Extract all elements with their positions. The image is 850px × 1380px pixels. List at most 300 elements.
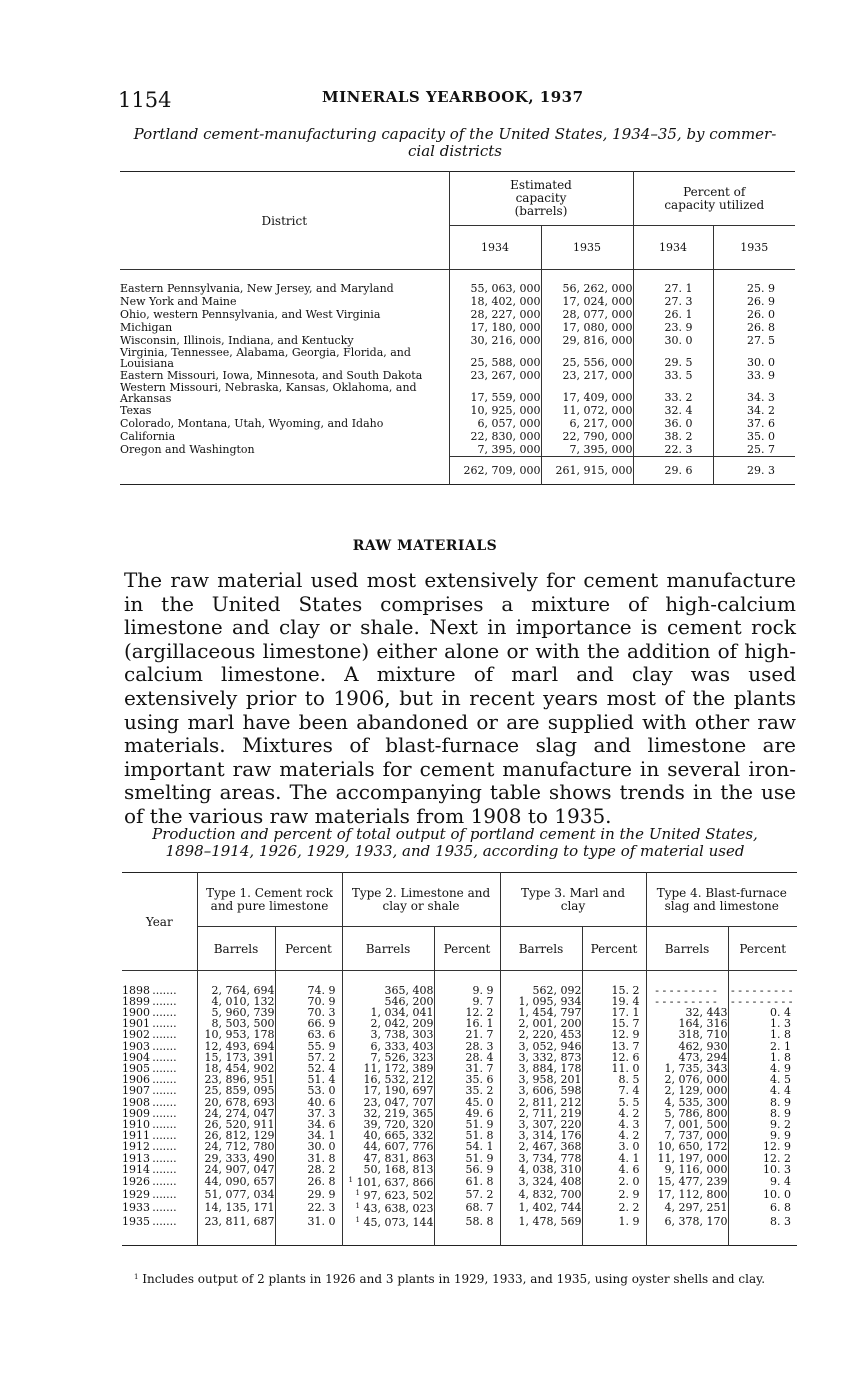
b2-value: 43, 638, 023 bbox=[363, 1202, 434, 1216]
p2-value: 12. 2 bbox=[465, 1005, 494, 1019]
p3-cell bbox=[582, 1164, 646, 1175]
b3-cell bbox=[500, 1175, 582, 1188]
pct1934-cell: 29. 5 bbox=[633, 347, 713, 369]
p3-value: 19. 4 bbox=[611, 994, 640, 1008]
b4-value: 7, 737, 000 bbox=[664, 1129, 728, 1143]
b2-value: 11, 172, 389 bbox=[363, 1061, 434, 1075]
col-barrels-header: Barrels bbox=[500, 927, 582, 971]
table2-caption bbox=[110, 826, 800, 860]
leader-dots: ....... bbox=[150, 1129, 177, 1143]
b3-value: 4, 832, 700 bbox=[518, 1188, 582, 1202]
table1-caption-line1: Portland cement-manufacturing capacity of the United States, 1934–35, by commer- bbox=[133, 125, 777, 143]
p1-value: 40. 6 bbox=[307, 1095, 336, 1109]
spacer-cell bbox=[541, 270, 633, 282]
p3-value: 15. 7 bbox=[611, 1017, 640, 1031]
cap1934-cell: 22, 830, 000 bbox=[449, 430, 541, 443]
b3-cell bbox=[500, 1164, 582, 1175]
col-year-header: Year bbox=[122, 873, 197, 971]
year-cell bbox=[122, 1188, 197, 1201]
p3-value: 2. 2 bbox=[618, 1201, 640, 1215]
empty-dashes: - - - - - - - - - bbox=[731, 983, 793, 997]
p1-cell bbox=[275, 1201, 342, 1214]
year-text: 1929 bbox=[122, 1188, 150, 1202]
pct1935-cell: 37. 6 bbox=[747, 416, 775, 430]
cap1935-cell: 29, 816, 000 bbox=[541, 334, 633, 347]
leader-dots: ....... bbox=[150, 1188, 177, 1202]
b1-cell bbox=[197, 1201, 275, 1214]
b1-cell bbox=[197, 1175, 275, 1188]
b1-value: 51, 077, 034 bbox=[204, 1188, 275, 1202]
p2-value: 61. 8 bbox=[465, 1174, 494, 1188]
footnote-marker: 1 bbox=[134, 1273, 139, 1281]
b4-value: 2, 129, 000 bbox=[664, 1084, 728, 1098]
year-text: 1912 bbox=[122, 1140, 150, 1154]
p4-cell bbox=[728, 1201, 797, 1214]
b1-value: 12, 493, 694 bbox=[204, 1039, 275, 1053]
cap1934-cell: 18, 402, 000 bbox=[449, 295, 541, 308]
b1-value: 4, 010, 132 bbox=[211, 994, 275, 1008]
p2-value: 58. 8 bbox=[465, 1214, 494, 1228]
cap1935-cell: 6, 217, 000 bbox=[541, 417, 633, 430]
table-row bbox=[120, 334, 795, 347]
col-utilized-header: Percent of capacity utilized bbox=[633, 172, 795, 226]
b1-cell bbox=[197, 1215, 275, 1228]
b1-value: 2, 764, 694 bbox=[211, 983, 275, 997]
b1-value: 23, 896, 951 bbox=[204, 1073, 275, 1087]
p4-value: 10. 0 bbox=[763, 1188, 791, 1202]
year-cell bbox=[122, 1164, 197, 1175]
pct1934-cell: 33. 5 bbox=[633, 369, 713, 382]
empty-dashes: - - - - - - - - - bbox=[655, 983, 717, 997]
col-percent-header: Percent bbox=[582, 927, 646, 971]
cap1934-cell: 7, 395, 000 bbox=[449, 443, 541, 457]
p4-cell bbox=[728, 1215, 797, 1228]
table-row bbox=[120, 382, 795, 404]
b2-value: 97, 623, 502 bbox=[363, 1189, 434, 1203]
col-pct-1934: 1934 bbox=[633, 226, 713, 270]
b3-cell bbox=[500, 1215, 582, 1228]
spacer-cell bbox=[342, 971, 434, 985]
spacer-cell bbox=[646, 971, 728, 985]
b4-value: 11, 197, 000 bbox=[657, 1151, 728, 1165]
leader-dots: ....... bbox=[150, 1162, 177, 1176]
p1-value: 70. 9 bbox=[307, 994, 336, 1008]
b2-value: 16, 532, 212 bbox=[363, 1073, 434, 1087]
district-cell: Eastern Pennsylvania, New Jersey, and Maryland bbox=[120, 282, 449, 295]
leader-dots: ....... bbox=[150, 1214, 177, 1228]
footnote-ref: 1 bbox=[355, 1189, 361, 1198]
b3-value: 3, 052, 946 bbox=[518, 1039, 582, 1053]
p3-value: 11. 0 bbox=[611, 1061, 640, 1075]
pct1935-cell: 35. 0 bbox=[747, 429, 775, 443]
b2-value: 50, 168, 813 bbox=[363, 1162, 434, 1176]
p2-cell bbox=[434, 1188, 500, 1201]
p1-value: 31. 8 bbox=[307, 1151, 336, 1165]
col-type2-header: Type 2. Limestone and clay or shale bbox=[342, 873, 500, 927]
b4-value: 5, 786, 800 bbox=[664, 1106, 728, 1120]
table-row bbox=[120, 308, 795, 321]
p1-cell bbox=[275, 1188, 342, 1201]
b2-cell bbox=[342, 1201, 434, 1214]
b2-value: 40, 665, 332 bbox=[363, 1129, 434, 1143]
cap1934-cell: 28, 227, 000 bbox=[449, 308, 541, 321]
p1-value: 53. 0 bbox=[307, 1084, 336, 1098]
col-cap-1934: 1934 bbox=[449, 226, 541, 270]
leader-dots: ....... bbox=[150, 1201, 177, 1215]
p4-value: 12. 2 bbox=[763, 1151, 791, 1165]
p2-value: 35. 2 bbox=[465, 1084, 494, 1098]
p1-value: 34. 1 bbox=[307, 1129, 336, 1143]
table-row bbox=[122, 1215, 797, 1228]
b4-value: 32, 443 bbox=[685, 1005, 728, 1019]
b1-value: 18, 454, 902 bbox=[204, 1061, 275, 1075]
b1-value: 20, 678, 693 bbox=[204, 1095, 275, 1109]
b3-value: 2, 467, 368 bbox=[518, 1140, 582, 1154]
b3-value: 562, 092 bbox=[532, 983, 582, 997]
p4-value: 4. 5 bbox=[770, 1073, 791, 1087]
production-table bbox=[122, 872, 797, 1246]
b4-value: 9, 116, 000 bbox=[664, 1162, 728, 1176]
total-cap1935: 261, 915, 000 bbox=[541, 456, 633, 484]
p2-value: 54. 1 bbox=[465, 1140, 494, 1154]
b2-value: 365, 408 bbox=[384, 983, 434, 997]
footnote-ref: 1 bbox=[355, 1215, 361, 1224]
p1-value: 66. 9 bbox=[307, 1017, 336, 1031]
b4-value: 15, 477, 239 bbox=[657, 1174, 728, 1188]
b4-cell bbox=[646, 1215, 728, 1228]
cap1934-cell: 23, 267, 000 bbox=[449, 369, 541, 382]
end-cell bbox=[646, 1228, 728, 1246]
b1-value: 15, 173, 391 bbox=[204, 1050, 275, 1064]
capacity-table bbox=[120, 171, 795, 485]
b2-value: 44, 607, 776 bbox=[363, 1140, 434, 1154]
b2-value: 32, 219, 365 bbox=[363, 1106, 434, 1120]
b1-value: 14, 135, 171 bbox=[204, 1201, 275, 1215]
p4-cell bbox=[728, 1188, 797, 1201]
pct1935-cell: 33. 9 bbox=[747, 368, 775, 382]
cap1935-cell: 17, 024, 000 bbox=[541, 295, 633, 308]
year-text: 1926 bbox=[122, 1174, 150, 1188]
leader-dots: ....... bbox=[150, 1117, 177, 1131]
p3-cell bbox=[582, 1188, 646, 1201]
p1-value: 37. 3 bbox=[307, 1106, 336, 1120]
b3-cell bbox=[500, 1201, 582, 1214]
footnote-ref: 1 bbox=[355, 1202, 361, 1211]
cap1935-cell: 25, 556, 000 bbox=[541, 347, 633, 369]
p4-cell bbox=[728, 1164, 797, 1175]
b1-cell bbox=[197, 1188, 275, 1201]
body-paragraph: The raw material used most extensively for cement manufacture in the United States comprises a mixture of high-calcium limestone and clay or shale. Next in importance is cement rock (argillaceous limestone) either alone or with the addition of high-calcium limestone. A mixture of marl and clay was used extensively prior to 1906, but in recent years most of the plants using marl have been abandoned or are supplied with other raw materials. Mixtures of blast-furnace slag and limestone are important raw materials for cement manufacture in several iron-smelting areas. The accompanying table shows trends in the use of the various raw materials from 1908 to 1935. bbox=[124, 568, 796, 828]
p3-value: 7. 4 bbox=[618, 1084, 640, 1098]
end-row bbox=[122, 1228, 797, 1246]
spacer-row bbox=[120, 270, 795, 282]
spacer-row bbox=[122, 971, 797, 985]
footnote-text: Includes output of 2 plants in 1926 and 3 plants in 1929, 1933, and 1935, using oyster shells and clay. bbox=[142, 1272, 766, 1286]
b4-value: 7, 001, 500 bbox=[664, 1117, 728, 1131]
col-type4-header: Type 4. Blast-furnace slag and limestone bbox=[646, 873, 797, 927]
p3-value: 4. 2 bbox=[618, 1106, 640, 1120]
p2-value: 21. 7 bbox=[465, 1028, 494, 1042]
b3-value: 2, 811, 212 bbox=[518, 1095, 582, 1109]
b4-value: 1, 735, 343 bbox=[664, 1061, 728, 1075]
pct1935-cell: 34. 2 bbox=[747, 403, 775, 417]
p1-value: 30. 0 bbox=[307, 1140, 336, 1154]
p3-value: 12. 9 bbox=[611, 1028, 640, 1042]
spacer-cell bbox=[120, 270, 449, 282]
total-cap1934: 262, 709, 000 bbox=[449, 456, 541, 484]
p4-value: 8. 9 bbox=[770, 1106, 791, 1120]
table2-caption-line1: Production and percent of total output of portland cement in the United States, bbox=[152, 825, 758, 843]
district-cell: Texas bbox=[120, 404, 449, 417]
p4-value: 0. 4 bbox=[770, 1005, 791, 1019]
spacer-cell bbox=[434, 971, 500, 985]
year-text: 1900 bbox=[122, 1005, 150, 1019]
district-cell: Western Missouri, Nebraska, Kansas, Oklahoma, and Arkansas bbox=[120, 382, 449, 404]
cap1935-cell: 17, 080, 000 bbox=[541, 321, 633, 334]
p4-value: 12. 9 bbox=[763, 1140, 791, 1154]
p1-value: 34. 6 bbox=[307, 1117, 336, 1131]
p2-value: 28. 4 bbox=[465, 1050, 494, 1064]
year-cell bbox=[122, 1175, 197, 1188]
spacer-cell bbox=[449, 270, 541, 282]
year-text: 1933 bbox=[122, 1201, 150, 1215]
year-cell bbox=[122, 1201, 197, 1214]
b3-value: 3, 324, 408 bbox=[518, 1174, 582, 1188]
year-text: 1905 bbox=[122, 1061, 150, 1075]
year-text: 1898 bbox=[122, 983, 150, 997]
b2-value: 2, 042, 209 bbox=[370, 1017, 434, 1031]
b4-value: 4, 297, 251 bbox=[664, 1201, 728, 1215]
leader-dots: ....... bbox=[150, 1073, 177, 1087]
running-title: MINERALS YEARBOOK, 1937 bbox=[322, 88, 584, 106]
cap1934-cell: 17, 180, 000 bbox=[449, 321, 541, 334]
pct1934-cell: 22. 3 bbox=[633, 443, 713, 457]
spacer-cell bbox=[582, 971, 646, 985]
pct1935-cell: 34. 3 bbox=[747, 390, 775, 404]
p3-value: 8. 5 bbox=[618, 1073, 640, 1087]
b2-value: 101, 637, 866 bbox=[356, 1175, 434, 1189]
p3-cell bbox=[582, 1215, 646, 1228]
footnote bbox=[134, 1272, 765, 1286]
total-label-cell bbox=[120, 456, 449, 484]
p3-value: 12. 6 bbox=[611, 1050, 640, 1064]
end-cell bbox=[500, 1228, 582, 1246]
leader-dots: ....... bbox=[150, 1028, 177, 1042]
pct1935-cell: 26. 0 bbox=[747, 307, 775, 321]
p2-cell bbox=[434, 1215, 500, 1228]
p2-value: 49. 6 bbox=[465, 1106, 494, 1120]
p4-value: 6. 8 bbox=[770, 1201, 791, 1215]
cap1935-cell: 28, 077, 000 bbox=[541, 308, 633, 321]
b1-value: 8, 503, 500 bbox=[211, 1017, 275, 1031]
b1-value: 24, 907, 047 bbox=[204, 1162, 275, 1176]
b4-cell bbox=[646, 1188, 728, 1201]
table1-caption-line2: cial districts bbox=[408, 142, 502, 160]
pct1934-cell: 30. 0 bbox=[633, 334, 713, 347]
p1-cell bbox=[275, 1164, 342, 1175]
table-row bbox=[120, 404, 795, 417]
p1-value: 28. 2 bbox=[307, 1162, 336, 1176]
p3-cell bbox=[582, 1175, 646, 1188]
table-row bbox=[120, 295, 795, 308]
year-text: 1913 bbox=[122, 1151, 150, 1165]
p2-value: 68. 7 bbox=[465, 1201, 494, 1215]
leader-dots: ....... bbox=[150, 1017, 177, 1031]
b3-cell bbox=[500, 1188, 582, 1201]
p1-value: 57. 2 bbox=[307, 1050, 336, 1064]
b3-value: 1, 478, 569 bbox=[518, 1214, 582, 1228]
spacer-cell bbox=[197, 971, 275, 985]
b2-value: 39, 720, 320 bbox=[363, 1117, 434, 1131]
b4-value: 10, 650, 172 bbox=[657, 1140, 728, 1154]
p4-value: 2. 1 bbox=[770, 1039, 791, 1053]
cap1934-cell: 6, 057, 000 bbox=[449, 417, 541, 430]
table-row bbox=[120, 347, 795, 369]
end-cell bbox=[122, 1228, 197, 1246]
b1-value: 26, 520, 911 bbox=[204, 1117, 275, 1131]
p4-value: 8. 9 bbox=[770, 1095, 791, 1109]
year-text: 1935 bbox=[122, 1214, 150, 1228]
b1-value: 44, 090, 657 bbox=[204, 1174, 275, 1188]
p2-value: 16. 1 bbox=[465, 1017, 494, 1031]
b4-value: 17, 112, 800 bbox=[657, 1188, 728, 1202]
col-capacity-header: Estimated capacity (barrels) bbox=[449, 172, 633, 226]
pct1935-cell: 25. 9 bbox=[747, 281, 775, 295]
district-cell: Michigan bbox=[120, 321, 449, 334]
p4-value: 4. 9 bbox=[770, 1061, 791, 1075]
p1-value: 55. 9 bbox=[307, 1039, 336, 1053]
leader-dots: ....... bbox=[150, 1140, 177, 1154]
spacer-cell bbox=[633, 270, 713, 282]
leader-dots: ....... bbox=[150, 1084, 177, 1098]
p2-cell bbox=[434, 1201, 500, 1214]
b1-value: 10, 953, 178 bbox=[204, 1028, 275, 1042]
p1-cell bbox=[275, 1175, 342, 1188]
year-text: 1903 bbox=[122, 1039, 150, 1053]
b2-cell bbox=[342, 1188, 434, 1201]
p2-value: 57. 2 bbox=[465, 1188, 494, 1202]
section-title: RAW MATERIALS bbox=[352, 538, 498, 554]
b2-value: 47, 831, 863 bbox=[363, 1151, 434, 1165]
year-text: 1899 bbox=[122, 994, 150, 1008]
year-text: 1901 bbox=[122, 1017, 150, 1031]
b1-value: 24, 274, 047 bbox=[204, 1106, 275, 1120]
b4-value: 462, 930 bbox=[678, 1039, 728, 1053]
p3-value: 1. 9 bbox=[618, 1214, 640, 1228]
total-pct1935: 29. 3 bbox=[713, 456, 795, 484]
b3-value: 3, 332, 873 bbox=[518, 1050, 582, 1064]
cap1934-cell: 55, 063, 000 bbox=[449, 282, 541, 295]
p1-cell bbox=[275, 1215, 342, 1228]
p2-value: 9. 9 bbox=[472, 983, 494, 997]
b1-value: 24, 712, 780 bbox=[204, 1140, 275, 1154]
p3-value: 3. 0 bbox=[618, 1140, 640, 1154]
p3-value: 15. 2 bbox=[611, 983, 640, 997]
production-table-body bbox=[122, 971, 797, 1246]
year-text: 1906 bbox=[122, 1073, 150, 1087]
pct1934-cell: 33. 2 bbox=[633, 382, 713, 404]
p4-value: 8. 3 bbox=[770, 1214, 791, 1228]
b3-value: 3, 307, 220 bbox=[518, 1117, 582, 1131]
table-row bbox=[120, 282, 795, 295]
table-row bbox=[120, 417, 795, 430]
p1-value: 22. 3 bbox=[307, 1201, 336, 1215]
pct1935-cell: 25. 7 bbox=[747, 442, 775, 456]
year-text: 1904 bbox=[122, 1050, 150, 1064]
b3-value: 1, 454, 797 bbox=[518, 1005, 582, 1019]
table-row bbox=[122, 1201, 797, 1214]
spacer-cell bbox=[500, 971, 582, 985]
b2-value: 1, 034, 041 bbox=[370, 1005, 434, 1019]
p2-value: 51. 9 bbox=[465, 1117, 494, 1131]
p2-value: 45. 0 bbox=[465, 1095, 494, 1109]
p3-value: 2. 0 bbox=[618, 1174, 640, 1188]
pct1935-cell: 27. 5 bbox=[747, 333, 775, 347]
b2-value: 6, 333, 403 bbox=[370, 1039, 434, 1053]
end-cell bbox=[582, 1228, 646, 1246]
year-cell bbox=[122, 1215, 197, 1228]
col-district-header: District bbox=[120, 172, 449, 270]
district-cell: Eastern Missouri, Iowa, Minnesota, and South Dakota bbox=[120, 369, 449, 382]
leader-dots: ....... bbox=[150, 1174, 177, 1188]
b3-value: 2, 220, 453 bbox=[518, 1028, 582, 1042]
year-text: 1908 bbox=[122, 1095, 150, 1109]
p4-value: 10. 3 bbox=[763, 1162, 791, 1176]
p1-value: 29. 9 bbox=[307, 1188, 336, 1202]
b3-value: 1, 402, 744 bbox=[518, 1201, 582, 1215]
p1-value: 52. 4 bbox=[307, 1061, 336, 1075]
cap1934-cell: 10, 925, 000 bbox=[449, 404, 541, 417]
p3-value: 2. 9 bbox=[618, 1188, 640, 1202]
p4-value: 9. 9 bbox=[770, 1129, 791, 1143]
leader-dots: ....... bbox=[150, 983, 177, 997]
pct1934-cell: 27. 1 bbox=[633, 282, 713, 295]
year-text: 1909 bbox=[122, 1106, 150, 1120]
b2-value: 3, 738, 303 bbox=[370, 1028, 434, 1042]
leader-dots: ....... bbox=[150, 1061, 177, 1075]
b3-value: 3, 314, 176 bbox=[518, 1129, 582, 1143]
p4-value: 1. 8 bbox=[770, 1050, 791, 1064]
end-cell bbox=[434, 1228, 500, 1246]
col-percent-header: Percent bbox=[275, 927, 342, 971]
p3-value: 4. 3 bbox=[618, 1117, 640, 1131]
b1-cell bbox=[197, 1164, 275, 1175]
leader-dots: ....... bbox=[150, 1106, 177, 1120]
leader-dots: ....... bbox=[150, 1050, 177, 1064]
end-cell bbox=[342, 1228, 434, 1246]
leader-dots: ....... bbox=[150, 1005, 177, 1019]
p4-value: 1. 3 bbox=[770, 1017, 791, 1031]
empty-dashes: - - - - - - - - - bbox=[731, 994, 793, 1008]
year-text: 1907 bbox=[122, 1084, 150, 1098]
b1-value: 5, 960, 739 bbox=[211, 1005, 275, 1019]
cap1935-cell: 7, 395, 000 bbox=[541, 443, 633, 457]
p2-value: 51. 9 bbox=[465, 1151, 494, 1165]
col-percent-header: Percent bbox=[728, 927, 797, 971]
p2-value: 56. 9 bbox=[465, 1162, 494, 1176]
district-cell: California bbox=[120, 430, 449, 443]
table-row bbox=[120, 430, 795, 443]
cap1935-cell: 23, 217, 000 bbox=[541, 369, 633, 382]
end-cell bbox=[275, 1228, 342, 1246]
district-cell: Wisconsin, Illinois, Indiana, and Kentucky bbox=[120, 334, 449, 347]
p4-value: 1. 8 bbox=[770, 1028, 791, 1042]
capacity-table-body bbox=[120, 270, 795, 485]
cap1934-cell: 30, 216, 000 bbox=[449, 334, 541, 347]
table2-caption-line2: 1898–1914, 1926, 1929, 1933, and 1935, according to type of material used bbox=[165, 842, 745, 860]
b1-value: 23, 811, 687 bbox=[204, 1214, 275, 1228]
cap1935-cell: 17, 409, 000 bbox=[541, 382, 633, 404]
